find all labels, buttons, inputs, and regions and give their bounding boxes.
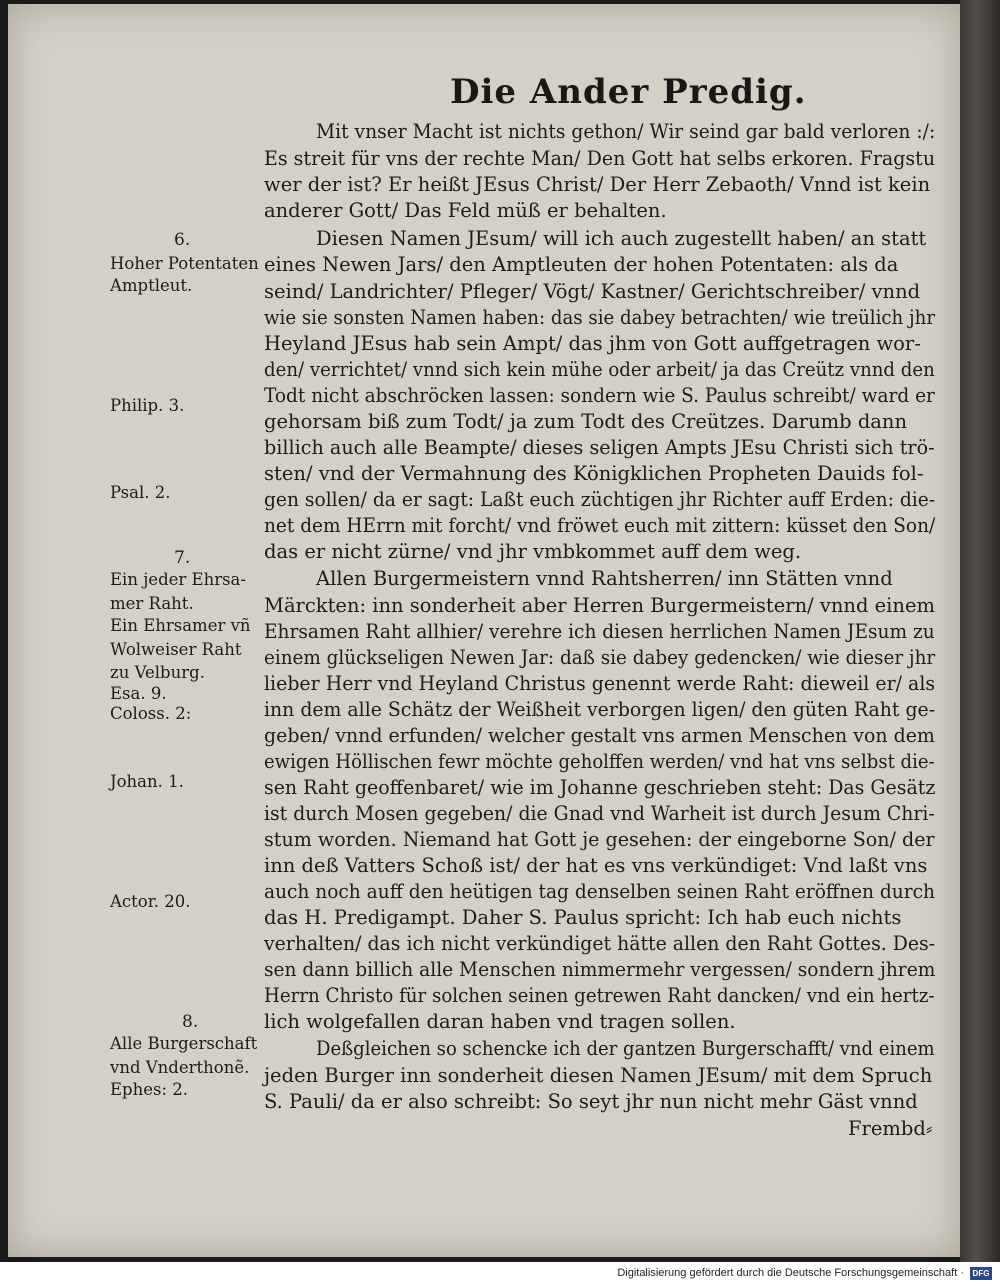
text-line: ewigen Höllischen fewr möchte geholffen werden/ vnd hat vns selbst die- — [264, 750, 935, 773]
text-line: ist durch Mosen gegeben/ die Gnad vnd Warheit ist durch Jesum Chri- — [264, 802, 935, 825]
text-line: anderer Gott/ Das Feld müß er behalten. — [264, 199, 667, 222]
footer-bar — [0, 1262, 1000, 1287]
text-line: billich auch alle Beampte/ dieses seligen Ampts JEsu Christi sich trö- — [264, 436, 935, 459]
margin-note: vnd Vnderthonẽ. — [110, 1058, 250, 1077]
text-line: seind/ Landrichter/ Pfleger/ Vögt/ Kastner/ Gerichtschreiber/ vnnd — [264, 280, 921, 303]
margin-note: Actor. 20. — [110, 892, 191, 911]
text-line: sen dann billich alle Menschen nimmermehr vergessen/ sondern jhrem — [264, 958, 936, 981]
text-line: Heyland JEsus hab sein Ampt/ das jhm von Gott auffgetragen wor- — [264, 332, 921, 355]
text-line: Mit vnser Macht ist nichts gethon/ Wir seind gar bald verloren :/: — [316, 120, 936, 143]
text-line: das er nicht zürne/ vnd jhr vmbkommet auff dem weg. — [264, 540, 802, 563]
text-line: net dem HErrn mit forcht/ vnd fröwet euch mit zittern: küsset den Son/ — [264, 514, 936, 537]
text-line: stum worden. Niemand hat Gott je gesehen: der eingeborne Son/ der — [264, 828, 935, 851]
text-line: Märckten: inn sonderheit aber Herren Burgermeistern/ vnnd einem — [264, 594, 935, 617]
margin-note: Esa. 9. — [110, 684, 167, 703]
text-line: lich wolgefallen daran haben vnd tragen sollen. — [264, 1010, 736, 1033]
text-line: Diesen Namen JEsum/ will ich auch zugestellt haben/ an statt — [316, 227, 927, 250]
margin-note: Hoher Potentaten — [110, 254, 259, 273]
text-line: Ehrsamen Raht allhier/ verehre ich diesen herrlichen Namen JEsum zu — [264, 620, 935, 643]
text-line: Allen Burgermeistern vnnd Rahtsherren/ inn Stätten vnnd — [316, 567, 893, 590]
text-line: Todt nicht abschröcken lassen: sondern wie S. Paulus schreibt/ ward er — [264, 384, 935, 407]
text-line: inn dem alle Schätz der Weißheit verborgen ligen/ den güten Raht ge- — [264, 698, 936, 721]
margin-note: zu Velburg. — [110, 663, 205, 682]
text-line: auch noch auff den heütigen tag denselben seinen Raht eröffnen durch — [264, 880, 935, 903]
text-line: eines Newen Jars/ den Amptleuten der hohen Potentaten: als da — [264, 253, 899, 276]
margin-note: Coloss. 2: — [110, 704, 192, 723]
text-line: wie sie sonsten Namen haben: das sie dabey betrachten/ wie treülich jhr — [264, 306, 936, 329]
text-line: verhalten/ das ich nicht verkündiget hätte allen den Raht Gottes. Des- — [264, 932, 936, 955]
text-line: S. Pauli/ da er also schreibt: So seyt jhr nun nicht mehr Gäst vnnd — [264, 1090, 918, 1113]
margin-note: Johan. 1. — [110, 772, 184, 791]
text-line: Deßgleichen so schencke ich der gantzen Burgerschafft/ vnd einem — [316, 1037, 935, 1060]
text-line: das H. Predigampt. Daher S. Paulus spricht: Ich hab euch nichts — [264, 906, 902, 929]
text-line: geben/ vnnd erfunden/ welcher gestalt vns armen Menschen von dem — [264, 724, 935, 747]
margin-note: mer Raht. — [110, 594, 194, 613]
funding-credit: Digitalisierung gefördert durch die Deutsche Forschungsgemeinschaft · — [617, 1267, 964, 1279]
text-line: den/ verrichtet/ vnnd sich kein mühe oder arbeit/ ja das Creütz vnnd den — [264, 358, 935, 381]
text-line: Es streit für vns der rechte Man/ Den Gott hat selbs erkoren. Fragstu — [264, 147, 936, 170]
margin-note: Philip. 3. — [110, 396, 185, 415]
text-line: einem glückseligen Newen Jar: daß sie dabey gedencken/ wie dieser jhr — [264, 646, 936, 669]
margin-section-number: 8. — [182, 1012, 199, 1032]
text-line: wer der ist? Er heißt JEsus Christ/ Der Herr Zebaoth/ Vnnd ist kein — [264, 173, 931, 196]
text-line: gen sollen/ da er sagt: Laßt euch züchtigen jhr Richter auff Erden: die- — [264, 488, 936, 511]
margin-section-number: 6. — [174, 230, 191, 250]
dfg-logo-icon: DFG — [970, 1267, 992, 1280]
text-line: sten/ vnd der Vermahnung des Königklichen Propheten Dauids fol- — [264, 462, 924, 485]
catchword: Frembd⸗ — [848, 1117, 933, 1140]
text-line: Herrn Christo für solchen seinen getrewen Raht dancken/ vnd ein hertz- — [264, 984, 935, 1007]
margin-note: Alle Burgerschaft — [110, 1034, 258, 1053]
text-line: sen Raht geoffenbaret/ wie im Johanne geschrieben steht: Das Gesätz — [264, 776, 936, 799]
margin-note: Ephes: 2. — [110, 1080, 189, 1099]
margin-note: Ein jeder Ehrsa- — [110, 570, 246, 589]
text-line: jeden Burger inn sonderheit diesen Namen JEsum/ mit dem Spruch — [264, 1064, 933, 1087]
text-line: inn deß Vatters Schoß ist/ der hat es vns verkündiget: Vnd laßt vns — [264, 854, 928, 877]
text-line: gehorsam biß zum Todt/ ja zum Todt des Creützes. Darumb dann — [264, 410, 908, 433]
margin-note: Amptleut. — [110, 276, 193, 295]
margin-section-number: 7. — [174, 548, 191, 568]
margin-note: Psal. 2. — [110, 483, 171, 502]
margin-note: Wolweiser Raht — [110, 640, 242, 659]
margin-note: Ein Ehrsamer vñ — [110, 616, 251, 635]
book-spine-edge — [960, 0, 1000, 1262]
text-line: lieber Herr vnd Heyland Christus genennt werde Raht: dieweil er/ als — [264, 672, 936, 695]
page-heading: Die Ander Predig. — [450, 72, 807, 112]
